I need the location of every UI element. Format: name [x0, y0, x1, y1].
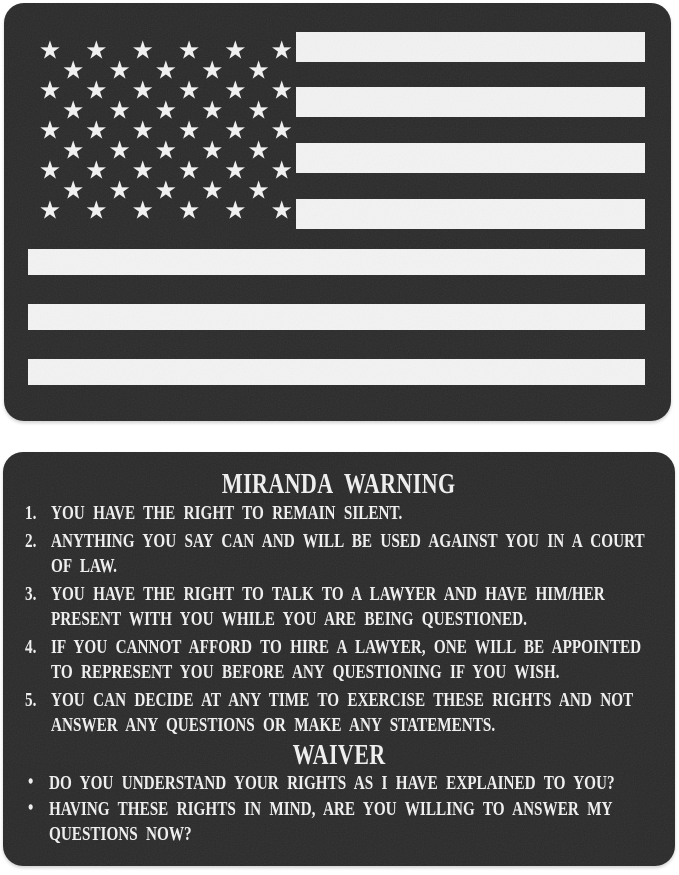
text-line-content: OF LAW. [51, 555, 117, 577]
waiver-title-text: WAIVER [292, 739, 386, 771]
flag-star: ★ [85, 75, 108, 104]
text-line [51, 688, 675, 713]
flag-star: ★ [224, 75, 247, 104]
flag-star: ★ [247, 95, 270, 124]
waiver-item [3, 797, 675, 847]
flag-star: ★ [85, 115, 108, 144]
flag-star: ★ [108, 135, 131, 164]
text-line-content: YOU CAN DECIDE AT ANY TIME TO EXERCISE THESE RIGHTS AND NOT [51, 689, 634, 711]
flag-star: ★ [247, 55, 270, 84]
flag-star: ★ [247, 135, 270, 164]
flag-star: ★ [85, 195, 108, 224]
flag-star: ★ [224, 195, 247, 224]
text-line-content: HAVING THESE RIGHTS IN MIND, ARE YOU WILLING TO ANSWER MY [49, 798, 613, 820]
flag-star: ★ [154, 95, 178, 124]
flag-star: ★ [270, 115, 293, 144]
flag-stripe [296, 199, 645, 229]
flag-star: ★ [131, 75, 154, 104]
text-line-content: PRESENT WITH YOU WHILE YOU ARE BEING QUESTIONED. [51, 608, 527, 630]
bullet-icon: • [28, 797, 34, 819]
flag-star: ★ [224, 35, 247, 64]
flag-star: ★ [270, 195, 293, 224]
flag-star: ★ [38, 195, 62, 224]
miranda-title-text: MIRANDA WARNING [222, 468, 456, 500]
text-line [49, 771, 675, 796]
flag-star: ★ [177, 75, 201, 104]
text-line [51, 713, 675, 738]
miranda-warning-card [3, 452, 675, 866]
flag-star: ★ [38, 115, 62, 144]
waiver-title [3, 741, 675, 769]
flag-star: ★ [61, 95, 85, 124]
miranda-item [3, 529, 675, 579]
text-line-content: YOU HAVE THE RIGHT TO TALK TO A LAWYER AND HAVE HIM/HER [51, 583, 605, 605]
flag-star: ★ [38, 155, 62, 184]
flag-star: ★ [61, 55, 85, 84]
miranda-items [3, 501, 675, 738]
flag-star: ★ [224, 155, 247, 184]
flag-stripe [28, 359, 645, 385]
waiver-items [3, 771, 675, 847]
text-line [49, 822, 675, 847]
flag-star: ★ [131, 35, 154, 64]
miranda-item [3, 688, 675, 738]
text-line [51, 554, 675, 579]
flag-stripe [28, 249, 645, 275]
text-line [51, 660, 675, 685]
bullet-icon: • [28, 771, 34, 793]
text-line [51, 582, 675, 607]
item-number: 1. [25, 502, 37, 524]
flag-star: ★ [85, 35, 108, 64]
text-line-content: QUESTIONS NOW? [49, 823, 192, 845]
text-line-content: TO REPRESENT YOU BEFORE ANY QUESTIONING IF YOU WISH. [51, 661, 560, 683]
flag-star: ★ [131, 195, 154, 224]
miranda-item [3, 501, 675, 526]
text-line [49, 797, 675, 822]
flag-star: ★ [38, 75, 62, 104]
item-number: 4. [25, 636, 37, 658]
american-flag-card [4, 3, 671, 421]
flag-star: ★ [108, 55, 131, 84]
flag-star: ★ [201, 135, 224, 164]
flag-stripe [296, 32, 645, 62]
miranda-title [3, 469, 675, 499]
flag-star: ★ [61, 175, 85, 204]
flag-star: ★ [201, 175, 224, 204]
flag-star: ★ [201, 55, 224, 84]
flag-star: ★ [154, 135, 178, 164]
flag-star: ★ [61, 135, 85, 164]
flag-star: ★ [224, 115, 247, 144]
text-line-content: ANSWER ANY QUESTIONS OR MAKE ANY STATEMENTS. [51, 714, 496, 736]
flag-star: ★ [201, 95, 224, 124]
item-number: 3. [25, 583, 37, 605]
flag-star: ★ [108, 95, 131, 124]
flag-stripe [28, 304, 645, 330]
text-line-content: YOU HAVE THE RIGHT TO REMAIN SILENT. [51, 502, 403, 524]
flag-star: ★ [131, 155, 154, 184]
flag-star: ★ [270, 155, 293, 184]
flag-star: ★ [177, 115, 201, 144]
flag-star: ★ [154, 55, 178, 84]
flag-star: ★ [270, 75, 293, 104]
flag-star: ★ [177, 155, 201, 184]
text-line [51, 529, 675, 554]
text-line [51, 607, 675, 632]
miranda-item [3, 582, 675, 632]
flag-stripe [296, 87, 645, 117]
flag-star: ★ [177, 35, 201, 64]
flag-stripe [296, 143, 645, 173]
item-number: 2. [25, 530, 37, 552]
flag-star: ★ [247, 175, 270, 204]
text-line [51, 501, 675, 526]
text-line-content: DO YOU UNDERSTAND YOUR RIGHTS AS I HAVE EXPLAINED TO YOU? [49, 772, 615, 794]
flag-star: ★ [177, 195, 201, 224]
item-number: 5. [25, 689, 37, 711]
text-line-content: ANYTHING YOU SAY CAN AND WILL BE USED AGAINST YOU IN A COURT [51, 530, 645, 552]
flag-star: ★ [270, 35, 293, 64]
text-line [51, 635, 675, 660]
flag-star: ★ [131, 115, 154, 144]
flag-star: ★ [85, 155, 108, 184]
flag-star: ★ [38, 35, 62, 64]
flag-star: ★ [108, 175, 131, 204]
text-line-content: IF YOU CANNOT AFFORD TO HIRE A LAWYER, ONE WILL BE APPOINTED [51, 636, 642, 658]
miranda-item [3, 635, 675, 685]
waiver-item [3, 771, 675, 796]
flag-star: ★ [154, 175, 178, 204]
